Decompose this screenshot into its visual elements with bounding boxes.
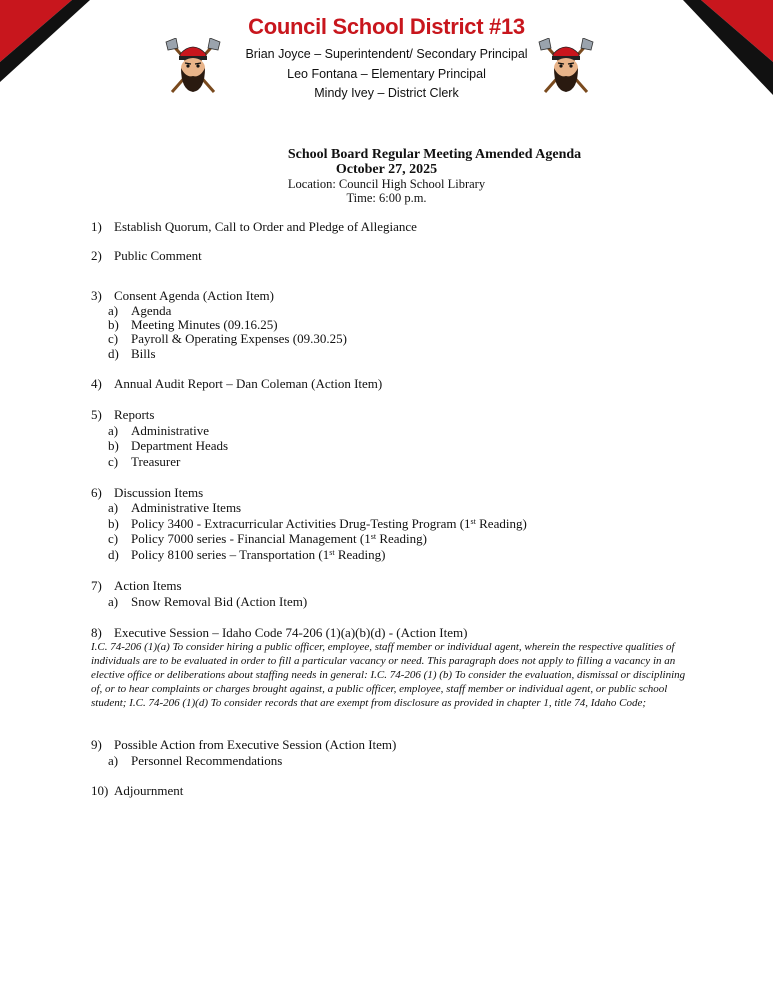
subitem-letter: b) [108, 516, 119, 531]
subitem-letter: d) [108, 346, 119, 361]
item-number: 4) [91, 376, 102, 391]
subitem-text: Treasurer [131, 454, 181, 469]
agenda-item [91, 737, 396, 753]
agenda-item [91, 288, 274, 304]
subitem-text: Bills [131, 346, 156, 361]
item-number: 1) [91, 219, 102, 234]
subitem-text-suffix: Reading) [475, 516, 527, 531]
agenda-item [91, 578, 182, 594]
subitem-letter: a) [108, 423, 119, 438]
agenda-subitem [108, 531, 427, 547]
item-text: Discussion Items [114, 485, 204, 500]
meeting-location: Location: Council High School Library [287, 177, 486, 191]
subitem-text: Payroll & Operating Expenses (09.30.25) [131, 331, 347, 346]
ordinal-superscript: st [470, 517, 476, 526]
agenda-subitem [108, 753, 282, 769]
item-number: 6) [91, 485, 102, 500]
subitem-text: Agenda [131, 303, 172, 318]
agenda-subitem [108, 331, 347, 347]
subitem-text: Administrative [131, 423, 209, 438]
agenda-item [91, 248, 202, 264]
subitem-letter: b) [108, 317, 119, 332]
agenda-item [91, 376, 382, 392]
subitem-letter: d) [108, 547, 119, 562]
district-clerk-line: Mindy Ivey – District Clerk [314, 86, 459, 100]
subitem-letter: c) [108, 331, 119, 346]
agenda-subitem [108, 438, 228, 454]
agenda-subitem [108, 500, 241, 516]
subitem-letter: c) [108, 454, 119, 469]
lumberjack-mascot-icon [537, 38, 595, 94]
subitem-text: Snow Removal Bid (Action Item) [131, 594, 308, 609]
idaho-code-legal-text: I.C. 74-206 (1)(a) To consider hiring a public officer, employee, staff member or individual agent, wherein the respective qualities of individuals are to be evaluated in order to fill a particular vacancy or need. This paragraph does not apply to filling a vacancy in an elective office or deliberations about staffing needs in general: I.C. 74-206 (1) (b) To consider the evaluation, dismissal or disciplining of, or to hear complaints or charges brought against, a public officer, employee, staff member or individual agent, or public school student; I.C. 74-206 (1)(d) To consider records that are exempt from disclosure as provided in chapter 1, title 74, Idaho Code; [91, 641, 686, 709]
item-number: 7) [91, 578, 102, 593]
item-text: Establish Quorum, Call to Order and Pledge of Allegiance [114, 219, 417, 234]
subitem-text: Policy 7000 series - Financial Management (1 [131, 531, 371, 546]
agenda-subitem [108, 346, 156, 362]
subitem-text: Policy 3400 - Extracurricular Activities Drug-Testing Program (1 [131, 516, 471, 531]
subitem-text: Personnel Recommendations [131, 753, 283, 768]
subitem-text: Department Heads [131, 438, 229, 453]
agenda-subitem [108, 423, 209, 439]
agenda-subitem [108, 594, 307, 610]
item-text: Consent Agenda (Action Item) [114, 288, 274, 303]
ordinal-superscript: st [370, 532, 377, 541]
agenda-item [91, 219, 417, 235]
subitem-letter: a) [108, 753, 119, 768]
meeting-title: School Board Regular Meeting Amended Agenda [287, 147, 582, 162]
item-text: Annual Audit Report – Dan Coleman (Action Item) [114, 376, 383, 391]
meeting-time: Time: 6:00 p.m. [346, 191, 427, 205]
agenda-item [91, 485, 203, 501]
item-number: 10) [91, 783, 109, 798]
subitem-text: Policy 8100 series – Transportation (1 [131, 547, 330, 562]
item-text: Public Comment [114, 248, 202, 263]
agenda-item [91, 407, 154, 423]
agenda-subitem [108, 547, 386, 563]
agenda-item [91, 783, 183, 799]
elementary-principal-line: Leo Fontana – Elementary Principal [287, 67, 486, 81]
item-number: 5) [91, 407, 102, 422]
item-text: Possible Action from Executive Session (Action Item) [114, 737, 397, 752]
ordinal-superscript: st [329, 548, 335, 557]
item-number: 8) [91, 625, 102, 640]
subitem-letter: a) [108, 594, 119, 609]
agenda-subitem [108, 516, 527, 532]
lumberjack-mascot-icon [164, 38, 222, 94]
item-text: Action Items [114, 578, 182, 593]
subitem-letter: b) [108, 438, 119, 453]
subitem-letter: a) [108, 500, 119, 515]
item-number: 9) [91, 737, 102, 752]
meeting-date: October 27, 2025 [335, 162, 438, 177]
item-number: 3) [91, 288, 102, 303]
item-text: Adjournment [114, 783, 184, 798]
item-text: Executive Session – Idaho Code 74-206 (1)(a)(b)(d) - (Action Item) [114, 625, 468, 640]
subitem-text: Administrative Items [131, 500, 242, 515]
subitem-text-suffix: Reading) [334, 547, 386, 562]
subitem-letter: a) [108, 303, 119, 318]
superintendent-line: Brian Joyce – Superintendent/ Secondary Principal [245, 47, 528, 61]
subitem-text: Meeting Minutes (09.16.25) [131, 317, 278, 332]
district-title: Council School District #13 [248, 14, 525, 39]
item-text: Reports [114, 407, 155, 422]
agenda-subitem [108, 454, 180, 470]
agenda-item [91, 625, 467, 641]
item-number: 2) [91, 248, 102, 263]
subitem-letter: c) [108, 531, 119, 546]
subitem-text-suffix: Reading) [376, 531, 427, 546]
